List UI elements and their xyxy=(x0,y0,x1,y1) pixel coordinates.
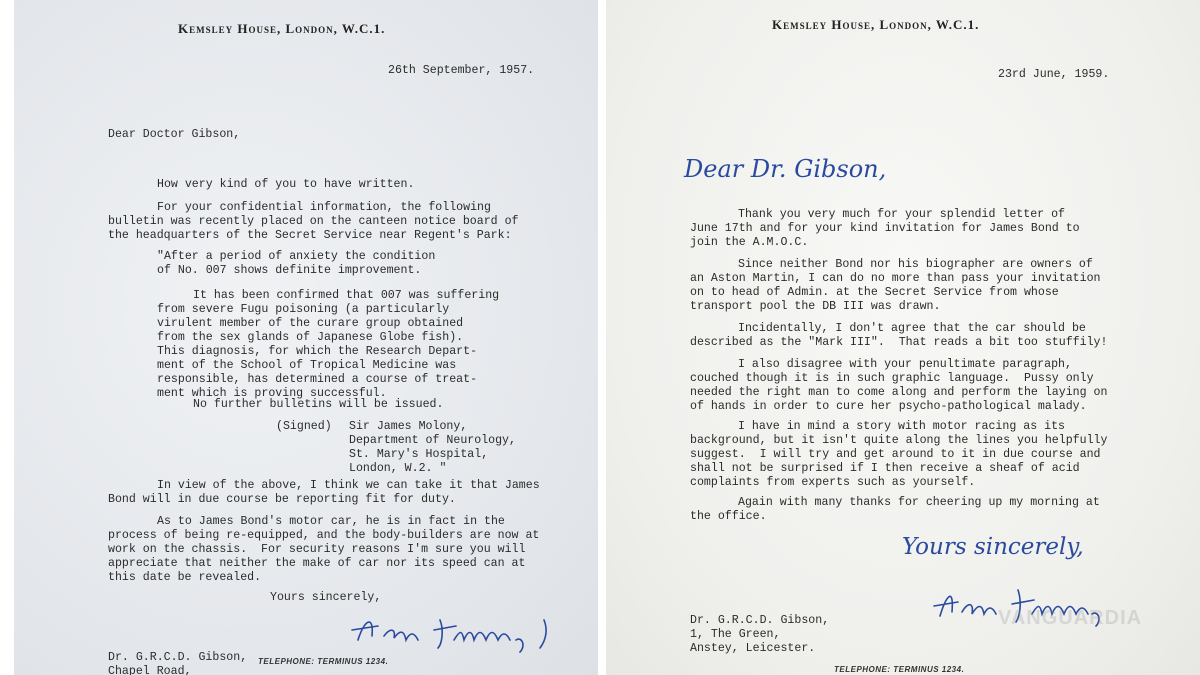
paragraph-line: an Aston Martin, I can do no more than pass your invitation xyxy=(690,272,1101,285)
letter-1957 xyxy=(14,0,598,675)
paragraph-line: of hands in order to cure her psycho-pathological malady. xyxy=(690,400,1087,413)
telephone: TELEPHONE: TERMINUS 1234. xyxy=(834,665,965,674)
paragraph-line: this date be revealed. xyxy=(108,571,262,584)
quote-line: This diagnosis, for which the Research Depart- xyxy=(157,345,478,358)
watermark: VANGUARDIA xyxy=(998,607,1143,629)
quote-line: from severe Fugu poisoning (a particularly xyxy=(157,303,450,316)
paragraph-line: I also disagree with your penultimate paragraph, xyxy=(738,358,1072,371)
letter-date: 23rd June, 1959. xyxy=(998,68,1110,81)
paragraph-line: appreciate that neither the make of car nor its speed can at xyxy=(108,557,526,570)
paragraph-line: bulletin was recently placed on the canteen notice board of xyxy=(108,215,519,228)
paragraph-line: Bond will in due course be reporting fit for duty. xyxy=(108,493,456,506)
quote-line: ment which is proving successful. xyxy=(157,387,387,400)
handwritten-salutation: Dear Dr. Gibson, xyxy=(684,155,887,183)
quote-line: It has been confirmed that 007 was suffering xyxy=(193,289,500,302)
paragraph-line: As to James Bond's motor car, he is in fact in the xyxy=(157,515,505,528)
paragraph-line: complaints from experts such as yourself. xyxy=(690,476,976,489)
addressee-line: Chapel Road, xyxy=(108,665,192,675)
handwritten-closing: Yours sincerely, xyxy=(902,534,1084,560)
paragraph-line: transport pool the DB III was drawn. xyxy=(690,300,941,313)
letter-1959 xyxy=(606,0,1200,675)
paragraph: How very kind of you to have written. xyxy=(157,178,415,191)
addressee-line: Dr. G.R.C.D. Gibson, xyxy=(108,651,248,664)
signed-label: (Signed) xyxy=(276,420,332,433)
paragraph-line: the headquarters of the Secret Service near Regent's Park: xyxy=(108,229,512,242)
paragraph-line: Thank you very much for your splendid letter of xyxy=(738,208,1065,221)
salutation: Dear Doctor Gibson, xyxy=(108,128,241,141)
paragraph-line: the office. xyxy=(690,510,767,523)
paragraph-line: needed the right man to come along and perform the laying on xyxy=(690,386,1108,399)
addressee-line: Anstey, Leicester. xyxy=(690,642,816,655)
paragraph-line: process of being re-equipped, and the body-builders are now at xyxy=(108,529,540,542)
letterhead: Kemsley House, London, W.C.1. xyxy=(772,17,980,32)
quote-line: from the sex glands of Japanese Globe fish). xyxy=(157,331,464,344)
signed-line: Sir James Molony, xyxy=(349,420,468,433)
paragraph-line: Incidentally, I don't agree that the car should be xyxy=(738,322,1086,335)
quote-line: ment of the School of Tropical Medicine was xyxy=(157,359,457,372)
quote-line: "After a period of anxiety the condition xyxy=(157,250,436,263)
quote-line: of No. 007 shows definite improvement. xyxy=(157,264,422,277)
paragraph-line: In view of the above, I think we can take it that James xyxy=(157,479,540,492)
closing: Yours sincerely, xyxy=(270,591,382,604)
paragraph-line: For your confidential information, the following xyxy=(157,201,491,214)
quote-line: virulent member of the curare group obtained xyxy=(157,317,464,330)
paragraph-line: Again with many thanks for cheering up my morning at xyxy=(738,496,1100,509)
paragraph-line: shall not be surprised if I then receive a sheaf of acid xyxy=(690,462,1080,475)
paragraph-line: work on the chassis. For security reasons I'm sure you will xyxy=(108,543,526,556)
letter-date: 26th September, 1957. xyxy=(388,64,535,77)
paragraph-line: suggest. I will try and get around to it in due course and xyxy=(690,448,1101,461)
telephone: TELEPHONE: TERMINUS 1234. xyxy=(258,657,389,666)
paragraph-line: Since neither Bond nor his biographer are owners of xyxy=(738,258,1093,271)
signed-line: London, W.2. " xyxy=(349,462,447,475)
addressee-line: Dr. G.R.C.D. Gibson, xyxy=(690,614,830,627)
paragraph-line: join the A.M.O.C. xyxy=(690,236,809,249)
quote-line: responsible, has determined a course of treat- xyxy=(157,373,478,386)
paragraph-line: I have in mind a story with motor racing as its xyxy=(738,420,1065,433)
paragraph-line: described as the "Mark III". That reads a bit too stuffily! xyxy=(690,336,1108,349)
letterhead: Kemsley House, London, W.C.1. xyxy=(178,21,386,36)
signed-line: Department of Neurology, xyxy=(349,434,516,447)
signed-line: St. Mary's Hospital, xyxy=(349,448,489,461)
addressee-line: 1, The Green, xyxy=(690,628,781,641)
divider xyxy=(598,0,606,675)
paragraph-line: June 17th and for your kind invitation for James Bond to xyxy=(690,222,1080,235)
quote-line: No further bulletins will be issued. xyxy=(193,398,444,411)
paragraph-line: background, but it isn't quite along the lines you helpfully xyxy=(690,434,1108,447)
paragraph-line: on to head of Admin. at the Secret Service from whose xyxy=(690,286,1059,299)
handwritten-signature xyxy=(344,600,574,656)
paragraph-line: couched though it is in such graphic language. Pussy only xyxy=(690,372,1094,385)
